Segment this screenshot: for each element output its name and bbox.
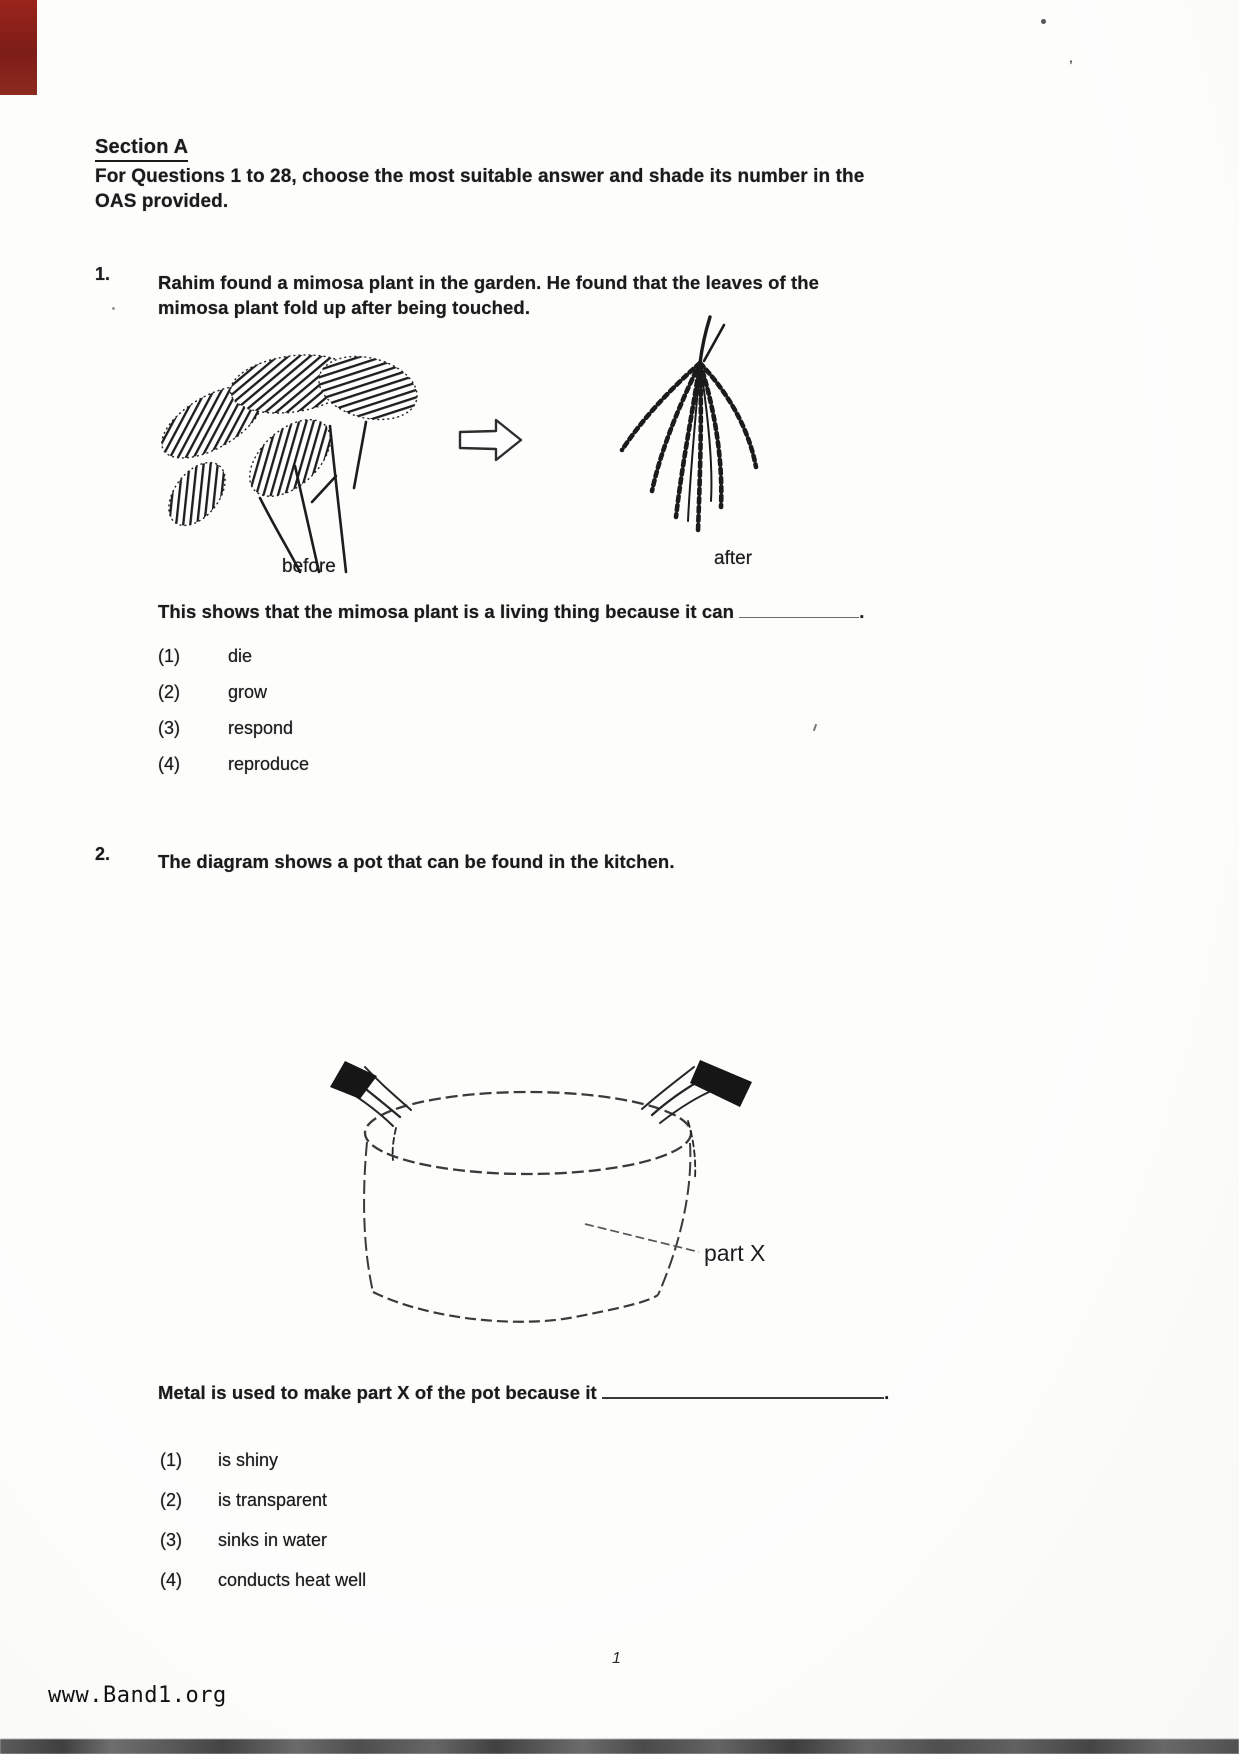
right-arrow-icon	[455, 415, 527, 467]
instructions-line-1: For Questions 1 to 28, choose the most suitable answer and shade its number in the	[95, 166, 865, 187]
option-row	[158, 754, 309, 790]
option-label: grow	[228, 682, 268, 702]
footer-url: www.Band1.org	[48, 1683, 227, 1708]
scan-edge-red-strip	[0, 0, 37, 95]
option-row	[158, 682, 309, 718]
figure-label-after: after	[714, 548, 753, 569]
part-x-label: part X	[704, 1240, 766, 1266]
page-number: 1	[612, 1650, 621, 1667]
option-row	[160, 1530, 366, 1570]
question-1-stem-text: This shows that the mimosa plant is a living thing because it can	[158, 601, 734, 622]
option-number: (2)	[160, 1490, 182, 1510]
option-label: sinks in water	[218, 1530, 328, 1550]
option-number: (4)	[160, 1570, 182, 1590]
option-row	[160, 1490, 366, 1530]
pot-rim	[365, 1092, 691, 1174]
mimosa-after-figure	[600, 315, 800, 560]
option-row	[158, 718, 309, 754]
option-row	[158, 646, 309, 682]
instructions	[95, 164, 995, 214]
pot-right-handle	[642, 1060, 752, 1179]
pot-figure	[280, 1030, 780, 1340]
option-number: (2)	[158, 682, 180, 702]
question-2-number: 2.	[95, 844, 111, 864]
option-number: (4)	[158, 754, 180, 774]
option-label: reproduce	[228, 754, 310, 774]
pot-left-handle	[330, 1061, 411, 1160]
option-label: is transparent	[218, 1490, 328, 1510]
scan-speck	[1041, 19, 1046, 24]
mimosa-before-figure	[140, 326, 450, 576]
option-label: respond	[228, 718, 294, 738]
question-2-stem-suffix: .	[884, 1382, 890, 1403]
scan-speck	[813, 724, 817, 731]
scan-speck	[112, 307, 115, 310]
option-label: is shiny	[218, 1450, 279, 1470]
question-2-text: The diagram shows a pot that can be found in the kitchen.	[158, 851, 675, 872]
answer-blank	[739, 604, 859, 618]
option-number: (3)	[158, 718, 180, 738]
question-2-stem	[158, 1382, 889, 1404]
section-heading: Section A	[95, 136, 188, 162]
question-2-options	[160, 1450, 366, 1610]
question-1-text-line-2: mimosa plant fold up after being touched.	[158, 297, 531, 318]
question-1-number: 1.	[95, 264, 111, 284]
option-number: (1)	[160, 1450, 182, 1470]
instructions-line-2: OAS provided.	[95, 191, 229, 212]
option-row	[160, 1450, 366, 1490]
question-1-text-line-1: Rahim found a mimosa plant in the garden. He found that the leaves of the	[158, 272, 820, 293]
option-number: (1)	[158, 646, 180, 666]
answer-blank	[602, 1385, 884, 1399]
pot-body	[364, 1142, 690, 1322]
question-1-text	[158, 270, 918, 320]
option-label: die	[228, 646, 253, 666]
question-1-options	[158, 646, 309, 790]
scan-edge-bottom-bar	[0, 1739, 1239, 1754]
question-1-stem-suffix: .	[859, 601, 865, 622]
option-label: conducts heat well	[218, 1570, 367, 1590]
option-number: (3)	[160, 1530, 182, 1550]
question-1-stem	[158, 601, 865, 623]
question-2-stem-text: Metal is used to make part X of the pot because it	[158, 1382, 597, 1403]
scan-speck: ’	[1069, 57, 1073, 76]
option-row	[160, 1570, 366, 1610]
figure-label-before: before	[282, 556, 336, 577]
